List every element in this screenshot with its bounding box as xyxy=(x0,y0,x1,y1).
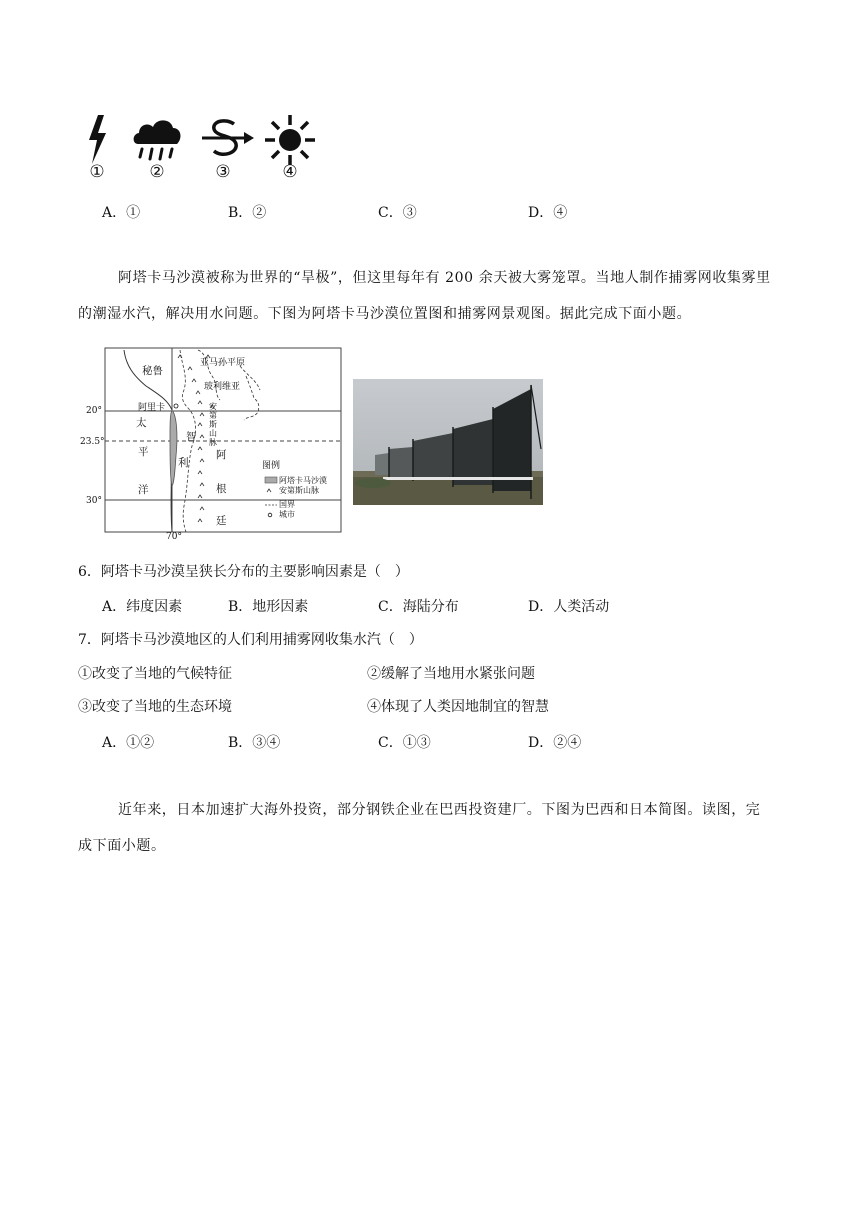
map-label-andes xyxy=(209,402,218,447)
intro-2-line-1: 近年来，日本加速扩大海外投资，部分钢铁企业在巴西投资建厂。下图为巴西和日本简图。读图，完 xyxy=(118,802,761,818)
map-label-peru: 秘鲁 xyxy=(142,365,163,377)
q6-option-c[interactable]: C．海陆分布 xyxy=(378,599,459,615)
andes-char-5: 脉 xyxy=(209,438,217,447)
map-label-chile-1: 智 xyxy=(186,431,197,443)
legend-title: 图例 xyxy=(262,461,281,471)
map-label-argentina-1: 阿 xyxy=(216,449,227,461)
andes-char-2: 第 xyxy=(209,411,217,420)
q7-statement-2: ②缓解了当地用水紧张问题 xyxy=(367,666,535,682)
andes-char-1: 安 xyxy=(209,402,217,411)
map-label-argentina-2: 根 xyxy=(216,483,227,495)
lightning-icon xyxy=(84,114,110,166)
lon-label-70: 70° xyxy=(166,532,182,542)
q7-option-b[interactable]: B．③④ xyxy=(228,735,281,751)
q7-statement-1: ①改变了当地的气候特征 xyxy=(78,666,232,682)
q6-option-d[interactable]: D．人类活动 xyxy=(528,599,610,615)
q5-option-d[interactable]: D．④ xyxy=(528,205,568,221)
map-label-argentina-3: 廷 xyxy=(216,515,227,527)
icon-label-1: ① xyxy=(89,162,105,182)
map-label-pacific-1: 太 xyxy=(136,417,147,429)
q5-option-a[interactable]: A．① xyxy=(102,205,141,221)
map-label-amazon: 亚马孙平原 xyxy=(200,358,246,368)
icon-label-3: ③ xyxy=(215,162,231,182)
q7-option-a[interactable]: A．①② xyxy=(102,735,155,751)
intro-1-line-1: 阿塔卡马沙漠被称为世界的“旱极”，但这里每年有 200 余天被大雾笼罩。当地人制作捕雾网收集雾里 xyxy=(118,270,771,286)
map-label-arica: 阿里卡 xyxy=(138,403,166,413)
map-label-chile-2: 利 xyxy=(178,457,189,469)
q7-statement-3: ③改变了当地的生态环境 xyxy=(78,699,232,715)
q6-stem: 6．阿塔卡马沙漠呈狭长分布的主要影响因素是（ ） xyxy=(78,564,409,580)
q5-option-c[interactable]: C．③ xyxy=(378,205,417,221)
intro-1-line-2: 的潮湿水汽，解决用水问题。下图为阿塔卡马沙漠位置图和捕雾网景观图。据此完成下面小题。 xyxy=(78,306,692,322)
andes-char-4: 山 xyxy=(209,429,217,438)
legend-item-desert: 阿塔卡马沙漠 xyxy=(279,476,327,485)
rain-cloud-icon xyxy=(130,116,184,162)
icon-label-2: ② xyxy=(149,162,165,182)
fog-net-photo xyxy=(353,379,543,505)
q7-stem: 7．阿塔卡马沙漠地区的人们利用捕雾网收集水汽（ ） xyxy=(78,632,423,648)
q7-statement-4: ④体现了人类因地制宜的智慧 xyxy=(367,699,549,715)
andes-char-3: 斯 xyxy=(209,420,217,429)
icon-label-4: ④ xyxy=(282,162,298,182)
map-label-pacific-3: 洋 xyxy=(138,484,149,496)
q5-option-b[interactable]: B．② xyxy=(228,205,267,221)
legend-item-border: 国界 xyxy=(279,500,295,509)
sandstorm-icon xyxy=(200,118,256,164)
q6-option-b[interactable]: B．地形因素 xyxy=(228,599,309,615)
intro-2-line-2: 成下面小题。 xyxy=(78,838,166,854)
map-label-pacific-2: 平 xyxy=(138,446,149,458)
intro-paragraph-2 xyxy=(78,792,788,864)
q7-option-c[interactable]: C．①③ xyxy=(378,735,431,751)
lat-label-30: 30° xyxy=(86,496,102,506)
legend-item-city: 城市 xyxy=(279,510,295,519)
sun-icon xyxy=(264,114,316,166)
q6-option-a[interactable]: A．纬度因素 xyxy=(102,599,183,615)
lat-label-23-5: 23.5° xyxy=(80,437,105,447)
map-label-bolivia: 玻利维亚 xyxy=(204,382,241,392)
lat-label-20: 20° xyxy=(86,406,102,416)
weather-icons-row xyxy=(80,112,330,188)
atacama-location-map xyxy=(80,346,350,542)
legend-item-andes: 安第斯山脉 xyxy=(279,486,319,495)
q7-option-d[interactable]: D．②④ xyxy=(528,735,582,751)
intro-paragraph-1 xyxy=(78,260,788,332)
